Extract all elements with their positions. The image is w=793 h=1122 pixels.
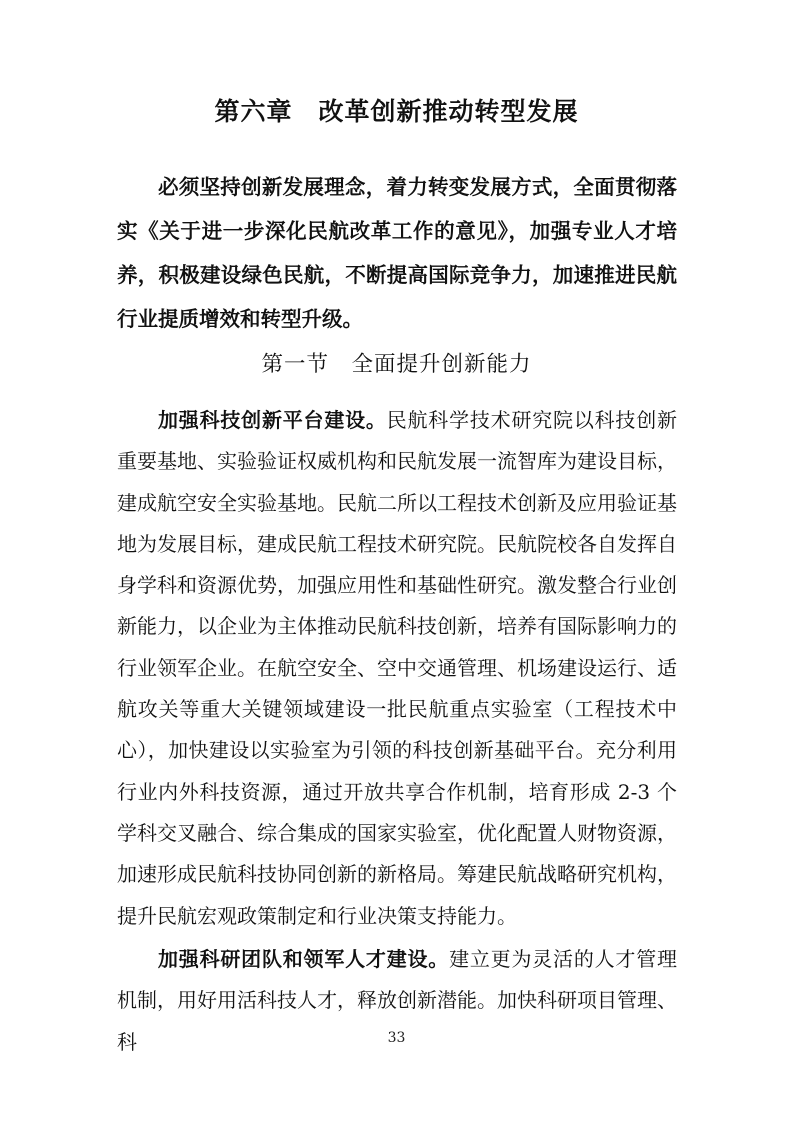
chapter-intro: 必须坚持创新发展理念，着力转变发展方式，全面贯彻落实《关于进一步深化民航改革工作的意见》，加强专业人才培养，积极建设绿色民航，不断提高国际竞争力，加速推进民航行业提质增效和转型升级。 <box>117 175 677 331</box>
page-number: 33 <box>387 1030 406 1046</box>
paragraph-text: 建立更为灵活的人才管理机制，用好用活科技人才，释放创新潜能。加快科研项目管理、科 <box>117 947 678 1054</box>
paragraph-lead: 加强科研团队和领军人才建设。 <box>158 947 450 971</box>
body-paragraph <box>117 400 677 937</box>
paragraph-text: 民航科学技术研究院以科技创新重要基地、实验验证权威机构和民航发展一流智库为建设目标，建成航空安全实验基地。民航二所以工程技术创新及应用验证基地为发展目标，建成民航工程技术研究院。民航院校各自发挥自身学科和资源优势，加强应用性和基础性研究。激发整合行业创新能力，以企业为主体推动民航科技创新，培养有国际影响力的行业领军企业。在航空安全、空中交通管理、机场建设运行、适航攻关等重大关键领域建设一批民航重点实验室（工程技术中心），加快建设以实验室为引领的科技创新基础平台。充分利用行业内外科技资源，通过开放共享合作机制，培育形成 2-3 个学科交叉融合、综合集成的国家实验室，优化配置人财物资源，加速形成民航科技协同创新的新格局。筹建民航战略研究机构，提升民航宏观政策制定和行业决策支持能力。 <box>117 408 678 928</box>
section-title: 第一节 全面提升创新能力 <box>261 352 532 377</box>
chapter-title: 第六章 改革创新推动转型发展 <box>214 97 579 126</box>
paragraph-lead: 加强科技创新平台建设。 <box>158 408 387 432</box>
